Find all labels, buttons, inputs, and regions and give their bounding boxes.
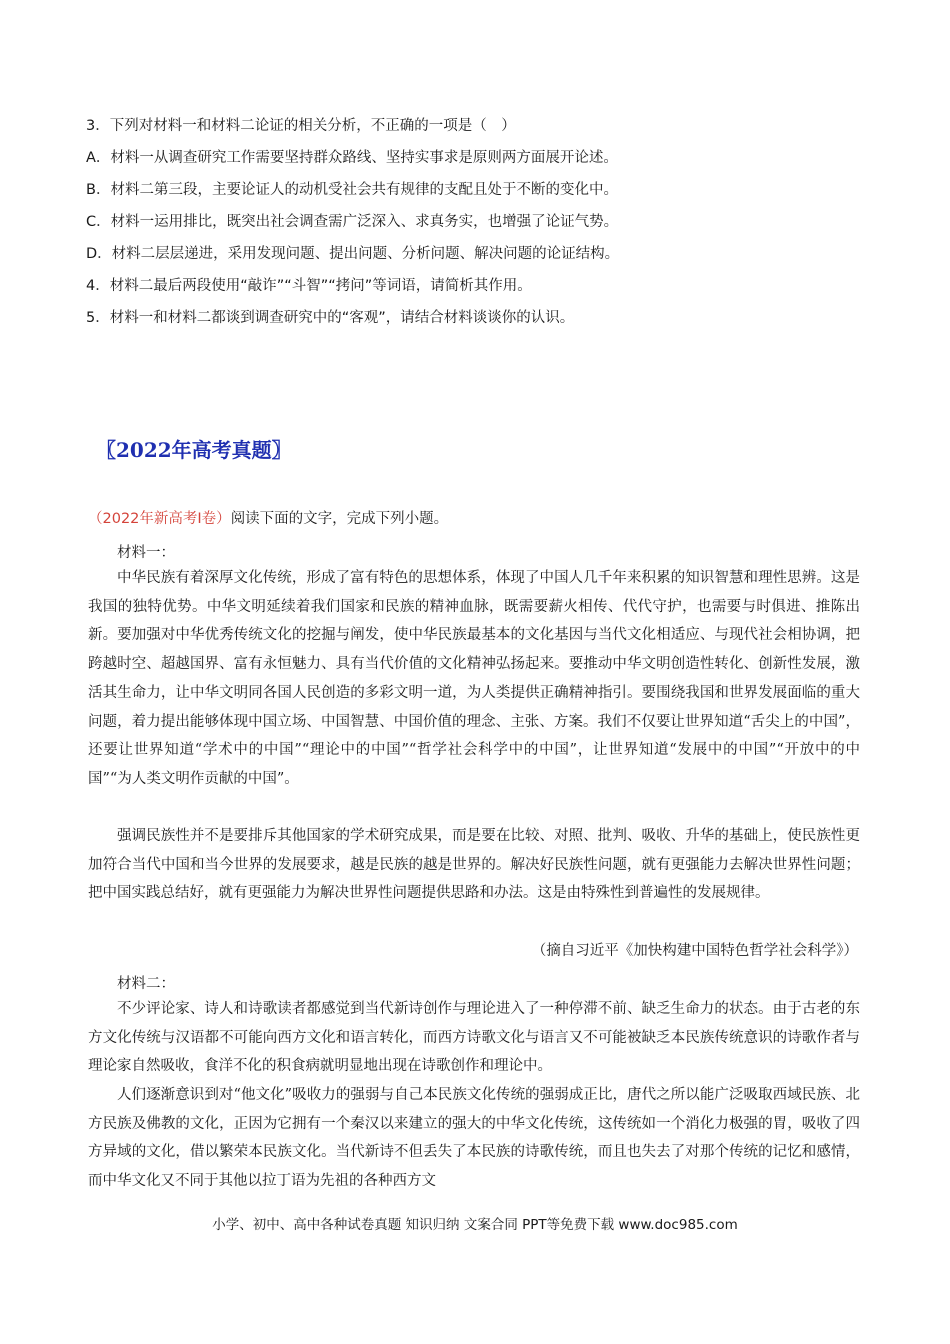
exam-source: （2022年新高考Ⅰ卷） [88, 511, 231, 527]
material-1-attribution: （摘自习近平《加快构建中国特色哲学社会科学》） [531, 943, 858, 959]
passage-intro [88, 508, 448, 530]
material-2-paragraph-1: 不少评论家、诗人和诗歌读者都感觉到当代新诗创作与理论进入了一种停滞不前、缺乏生命力的状态。由于古老的东方文化传统与汉语都不可能向西方文化和语言转化，而西方诗歌文化与语言又不可能被缺乏本民族传统意识的诗歌作者与理论家自然吸收，食洋不化的积食病就明显地出现在诗歌创作和理论中。 [88, 1001, 860, 1075]
material-2-label: 材料二： [117, 976, 175, 992]
material-1-paragraph-1: 中华民族有着深厚文化传统，形成了富有特色的思想体系，体现了中国人几千年来积累的知识智慧和理性思辨。这是我国的独特优势。中华文明延续着我们国家和民族的精神血脉，既需要薪火相传、代代守护，也需要与时俱进、推陈出新。要加强对中华优秀传统文化的挖掘与阐发，使中华民族最基本的文化基因与当代文化相适应、与现代社会相协调，把跨越时空、超越国界、富有永恒魅力、具有当代价值的文化精神弘扬起来。要推动中华文明创造性转化、创新性发展，激活其生命力，让中华文明同各国人民创造的多彩文明一道，为人类提供正确精神指引。要围绕我国和世界发展面临的重大问题，着力提出能够体现中国立场、中国智慧、中国价值的理念、主张、方案。我们不仅要让世界知道“舌尖上的中国”，还要让世界知道“学术中的中国”“理论中的中国”“哲学社会科学中的中国”，让世界知道“发展中的中国”“开放中的中国”“为人类文明作贡献的中国”。 [88, 570, 860, 787]
option-a: A．材料一从调查研究工作需要坚持群众路线、坚持实事求是原则两方面展开论述。 [86, 150, 618, 166]
question-3: 3．下列对材料一和材料二论证的相关分析，不正确的一项是（ ） [86, 118, 516, 134]
option-b: B．材料二第三段，主要论证人的动机受社会共有规律的支配且处于不断的变化中。 [86, 182, 618, 198]
option-c: C．材料一运用排比，既突出社会调查需广泛深入、求真务实，也增强了论证气势。 [86, 214, 619, 230]
material-2-paragraph-2: 人们逐渐意识到对“他文化”吸收力的强弱与自己本民族文化传统的强弱成正比，唐代之所以能广泛吸取西域民族、北方民族及佛教的文化，正因为它拥有一个秦汉以来建立的强大的中华文化传统，这传统如一个消化力极强的胃，吸收了四方异域的文化，借以繁荣本民族文化。当代新诗不但丢失了本民族的诗歌传统，而且也失去了对那个传统的记忆和感情，而中华文化又不同于其他以拉丁语为先祖的各种西方文 [88, 1087, 860, 1190]
material-1-paragraph-2: 强调民族性并不是要排斥其他国家的学术研究成果，而是要在比较、对照、批判、吸收、升华的基础上，使民族性更加符合当代中国和当今世界的发展要求，越是民族的越是世界的。解决好民族性问题，就有更强能力去解决世界性问题；把中国实践总结好，就有更强能力为解决世界性问题提供思路和办法。这是由特殊性到普遍性的发展规律。 [88, 828, 860, 902]
question-5: 5．材料一和材料二都谈到调查研究中的“客观”，请结合材料谈谈你的认识。 [86, 310, 575, 326]
option-d: D．材料二层层递进，采用发现问题、提出问题、分析问题、解决问题的论证结构。 [86, 246, 620, 262]
page-footer: 小学、初中、高中各种试卷真题 知识归纳 文案合同 PPT等免费下载 www.doc985.com [212, 1217, 738, 1233]
section-title: 〖2022年高考真题〗 [96, 438, 292, 462]
question-4: 4．材料二最后两段使用“敲诈”“斗智”“拷问”等词语，请简析其作用。 [86, 278, 532, 294]
intro-instruction: 阅读下面的文字，完成下列小题。 [230, 511, 449, 527]
material-1-label: 材料一： [117, 545, 175, 561]
